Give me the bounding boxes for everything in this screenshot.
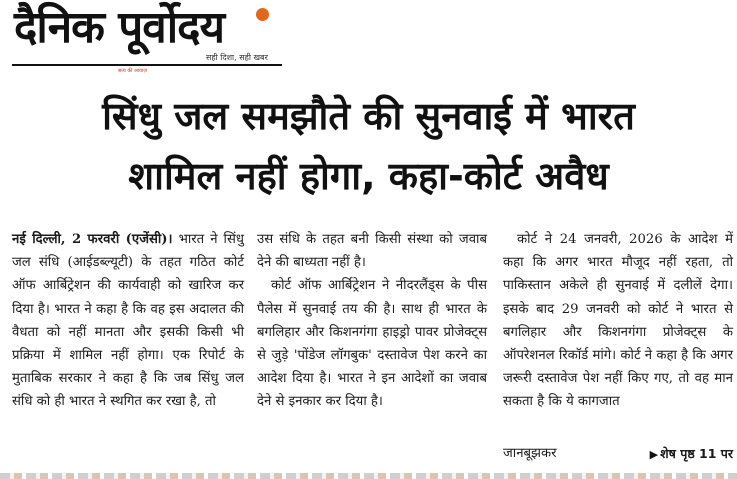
newspaper-tagline: सही दिशा, सही खबर: [206, 53, 268, 62]
newspaper-title: दैनिक पूर्वोदय: [14, 2, 225, 53]
masthead: [0, 0, 737, 80]
headline-line-2: शामिल नहीं होगा, कहा-कोर्ट अवैध: [128, 154, 609, 198]
continued-label: शेष पृष्ठ 11 पर: [660, 446, 733, 461]
article-column-1: [12, 228, 244, 414]
continuation-line: [503, 442, 733, 466]
masthead-rule: [12, 64, 282, 66]
bottom-decorative-strip: [0, 473, 737, 479]
masthead-dot-icon: [256, 8, 269, 21]
headline-line-1: सिंधु जल समझौते की सुनवाई में भारत: [102, 94, 635, 138]
column-2-paragraph-2: कोर्ट ऑफ आर्बिट्रेशन ने नीदरलैंड्स के पीस पैलेस में सुनवाई तय की है। साथ ही भारत के बगलिहार और किशनगंगा हाइड्रो पावर प्रोजेक्ट्स से जुड़े 'पोंडेज लॉगबुक' दस्तावेज पेश करने का आदेश दिया है। भारत ने इन आदेशों का जवाब देने से इनकार कर दिया है।: [257, 278, 487, 410]
column-1-paragraph: भारत ने सिंधु जल संधि (आईडब्ल्यूटी) के तहत गठित कोर्ट ऑफ आर्बिट्रेशन की कार्यवाही को खारिज कर दिया है। भारत ने कहा है कि वह इस अदालत की वैधता को नहीं मानता और इसकी किसी भी प्रक्रिया में शामिल नहीं होगा। एक रिपोर्ट के मुताबिक सरकार ने कहा है कि जब सिंधु जल संधि को ही भारत ने स्थगित कर रखा है, तो: [12, 232, 244, 410]
column-3-paragraph: कोर्ट ने 24 जनवरी, 2026 के आदेश में कहा कि अगर भारत मौजूद नहीं रहता, तो पाकिस्तान अकेले ही सुनवाई में दलीलें देगा। इसके बाद 29 जनवरी को कोर्ट ने भारत से बगलिहार और किशनगंगा प्रोजेक्ट्स के ऑपरेशनल रिकॉर्ड मांगे। कोर्ट ने कहा है कि अगर जरूरी दस्तावेज पेश नहीं किए गए, तो वह मान सकता है कि ये कागजात: [503, 232, 733, 410]
masthead-small-text: सत्य की आवाज़: [118, 68, 147, 74]
column-2-paragraph-1: उस संधि के तहत बनी किसी संस्था को जवाब देने की बाध्यता नहीं है।: [257, 232, 487, 271]
continued-on-page-link[interactable]: [650, 442, 733, 466]
triangle-right-icon: ▶: [649, 448, 659, 461]
dateline: नई दिल्ली, 2 फरवरी (एजेंसी)।: [12, 232, 173, 247]
article-headline: [0, 86, 737, 206]
column-3-tail-word: जानबूझकर: [503, 446, 557, 461]
article-column-3: [503, 228, 733, 414]
article-column-2: [257, 228, 487, 414]
